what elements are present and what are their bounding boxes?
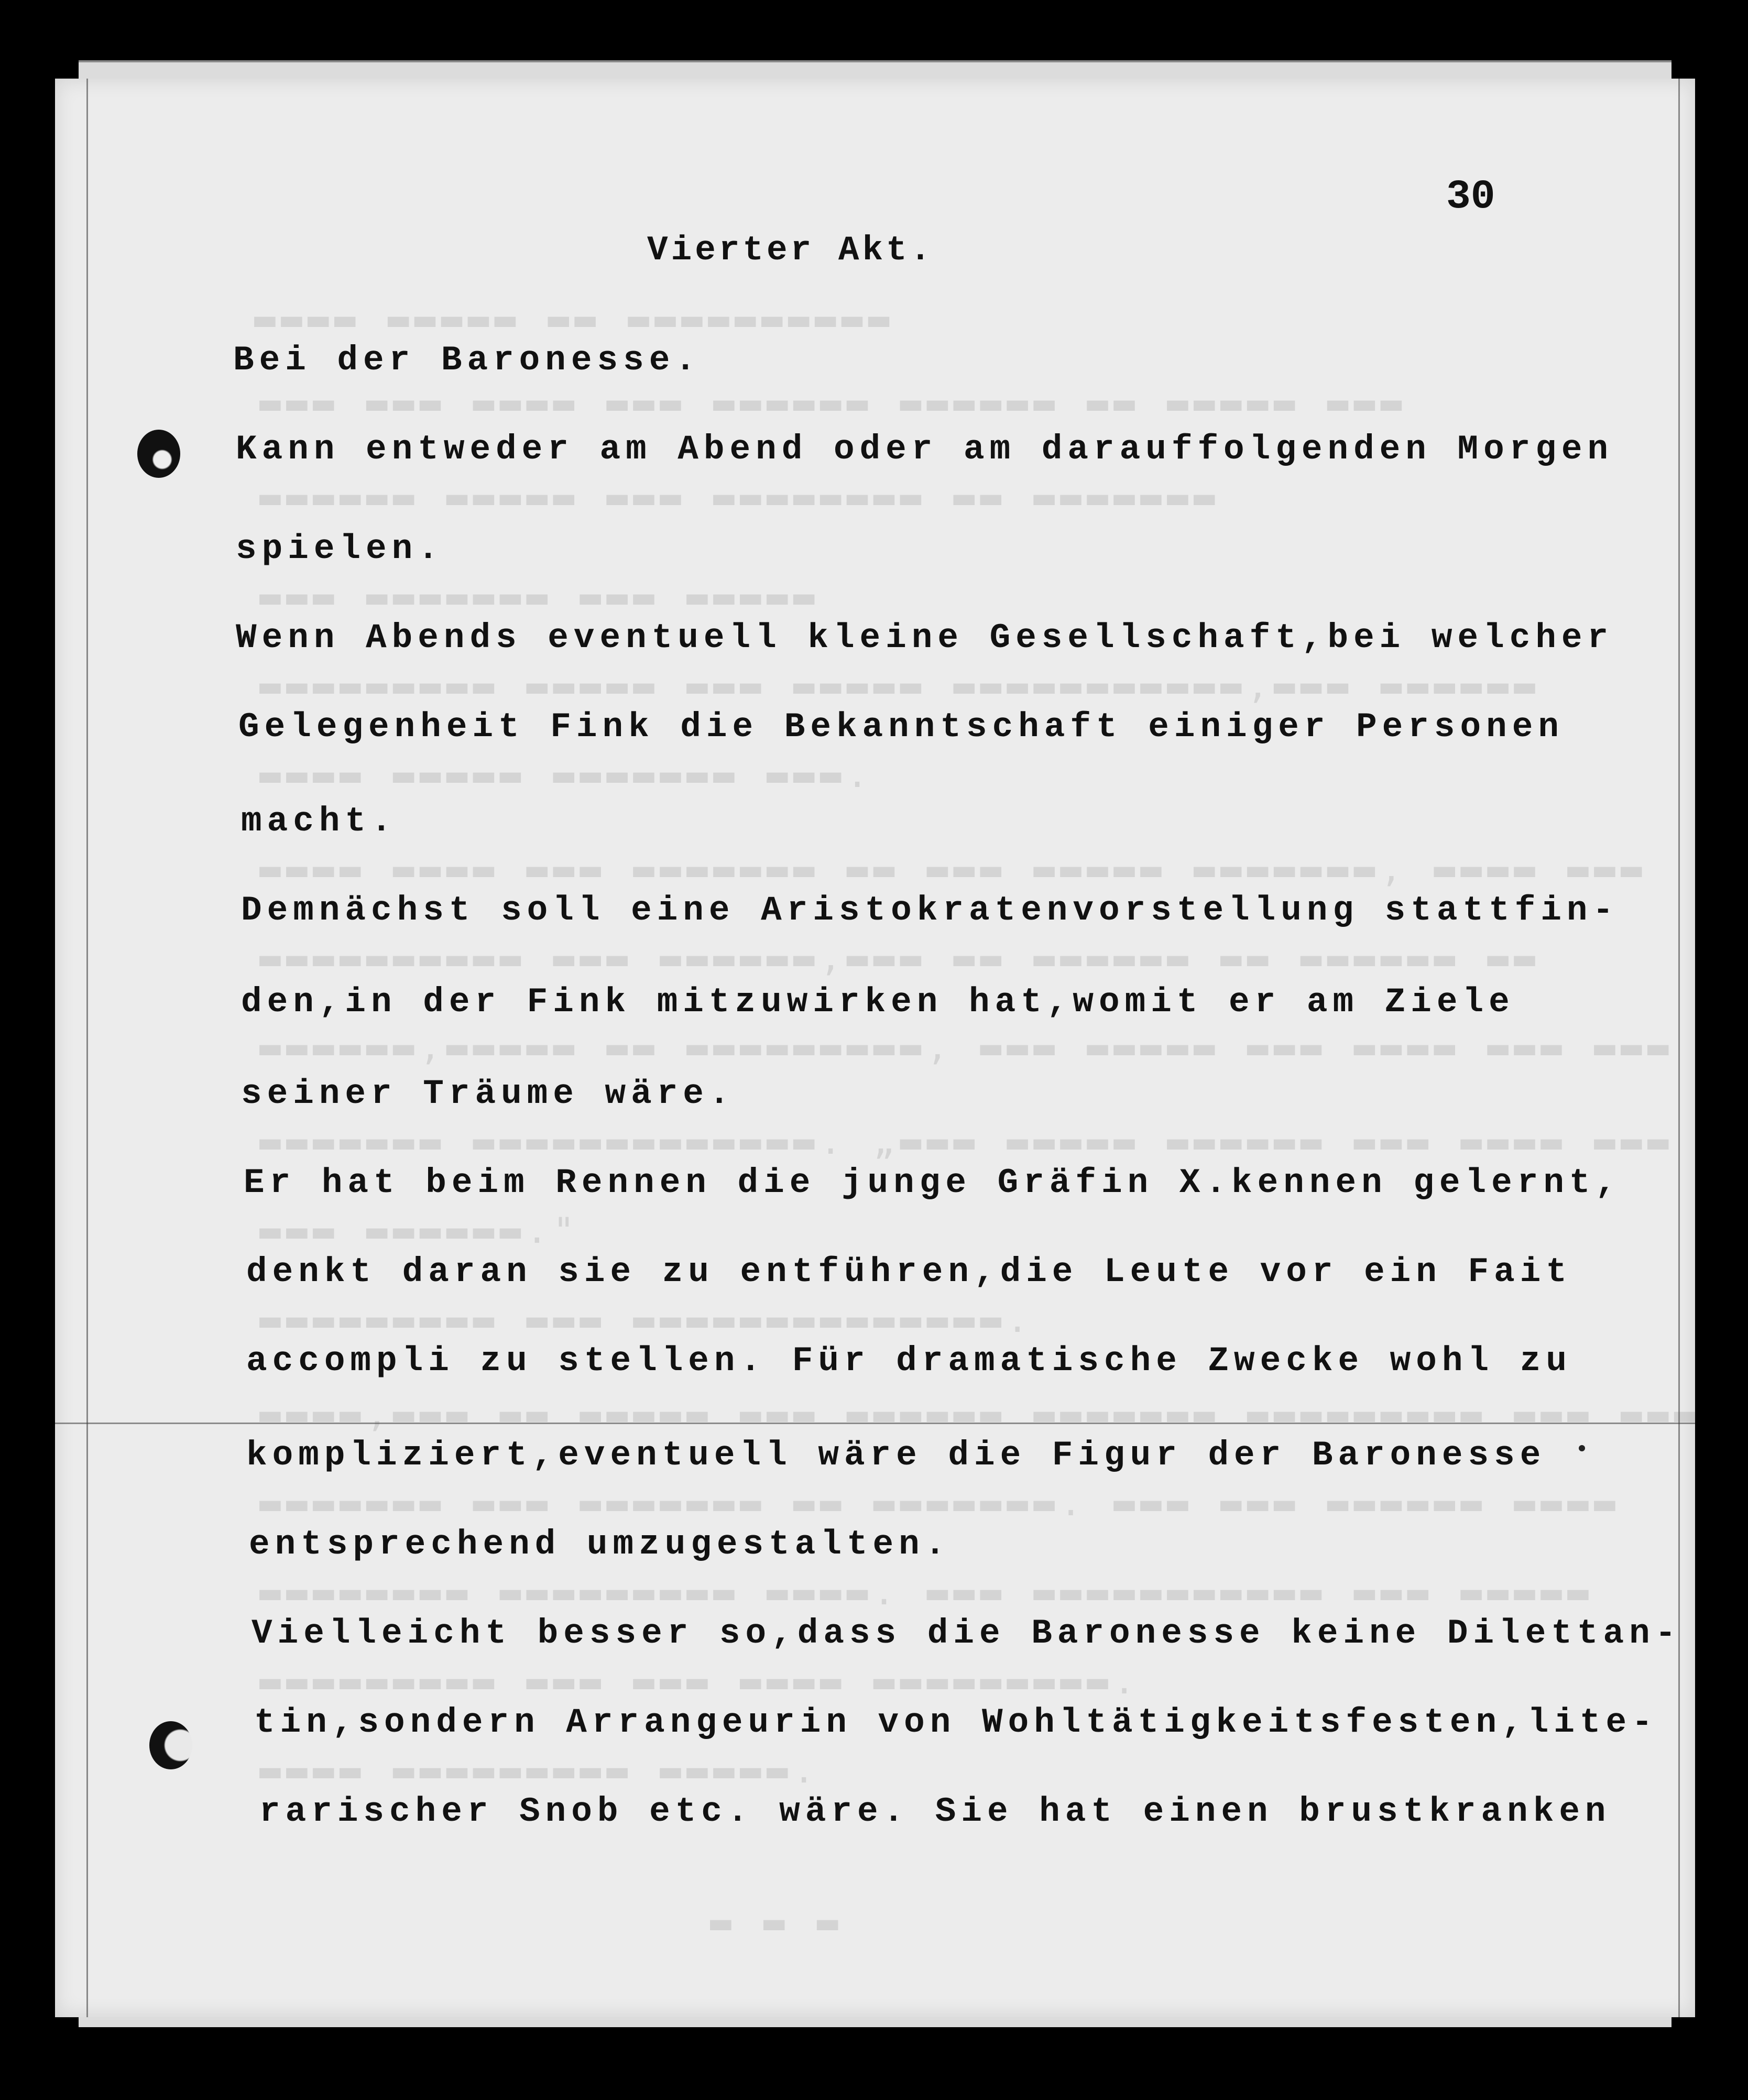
text-line: kompliziert,eventuell wäre die Figur der Baronesse — [246, 1436, 1546, 1475]
punch-hole-upper — [137, 430, 180, 478]
text-line: seiner Träume wäre. — [241, 1074, 735, 1113]
text-line: Kann entweder am Abend oder am darauffolgenden Morgen — [236, 430, 1614, 469]
text-line: macht. — [241, 802, 397, 841]
typewritten-page — [55, 79, 1701, 2017]
text-line: Wenn Abends eventuell kleine Gesellschaft,bei welcher — [236, 618, 1614, 658]
text-line: Gelegenheit Fink die Bekanntschaft einiger Personen — [238, 707, 1564, 747]
text-line: Demnächst soll eine Aristokratenvorstellung stattfin- — [241, 891, 1619, 930]
text-line: den,in der Fink mitzuwirken hat,womit er am Ziele — [241, 982, 1515, 1022]
text-line: accompli zu stellen. Für dramatische Zwecke wohl zu — [246, 1341, 1572, 1381]
punch-hole-lower — [149, 1721, 192, 1769]
text-line: rarischer Snob etc. wäre. Sie hat einen brustkranken — [259, 1792, 1611, 1831]
act-heading: Vierter Akt. — [647, 231, 934, 270]
text-line: denkt daran sie zu entführen,die Leute vor ein Fait — [246, 1252, 1572, 1292]
stray-mark — [1579, 1445, 1585, 1451]
show-through-texture: ▬▬▬▬ ▬▬▬▬▬ ▬▬ ▬▬▬▬▬▬▬▬▬▬ ▬▬▬ ▬▬▬ ▬▬▬▬ ▬▬▬ ▬▬▬▬▬▬ ▬▬▬▬▬▬ ▬▬ ▬▬▬▬▬ ▬▬▬ ▬▬▬▬▬▬ ▬▬▬▬▬ ▬▬▬ ▬▬▬▬▬▬▬▬ ▬▬ ▬▬▬▬▬▬▬ ▬▬▬ ▬▬▬▬▬▬▬ ▬▬▬ ▬▬▬▬▬ ▬▬▬▬▬▬▬▬▬ ▬▬▬▬▬ ▬▬▬ ▬▬▬▬▬ ▬▬▬▬▬▬▬▬▬▬▬,▬▬▬ ▬▬▬▬▬▬ ▬▬▬▬ ▬▬▬▬▬ ▬▬▬▬▬▬▬ ▬▬▬. ▬▬▬▬ ▬▬▬▬ ▬▬▬ ▬▬▬▬▬▬▬ ▬▬ ▬▬▬ ▬▬▬▬▬ ▬▬▬▬▬▬▬, ▬▬▬▬ ▬▬▬ ▬▬▬▬▬▬▬▬▬▬ ▬▬▬ ▬▬▬▬▬▬,▬▬▬ ▬▬ ▬▬▬▬▬▬ ▬▬ ▬▬▬▬▬▬ ▬▬ ▬▬▬▬▬▬,▬▬▬▬▬ ▬▬ ▬▬▬▬▬▬▬▬▬, ▬▬▬ ▬▬▬▬▬ ▬▬▬ ▬▬▬▬ ▬▬▬ ▬▬▬ ▬▬▬▬▬▬▬ ▬▬▬▬▬▬▬▬▬▬▬▬▬. „▬▬▬ ▬▬▬▬▬ ▬▬▬▬▬▬ ▬▬▬ ▬▬▬▬ ▬▬▬ ▬▬▬ ▬▬▬▬▬▬." ▬▬▬▬▬▬▬▬▬ ▬▬▬ ▬▬▬▬▬▬▬▬▬▬▬▬▬▬. ▬▬▬▬,▬▬▬ ▬▬ ▬▬▬▬▬ ▬▬▬ ▬▬▬▬▬▬ ▬▬▬▬▬▬▬ ▬▬▬▬▬▬▬▬▬ ▬▬▬ ▬▬▬ ▬▬▬▬▬▬▬ ▬▬▬ ▬▬▬▬▬▬▬ ▬▬ ▬▬▬▬▬▬▬. ▬▬▬ ▬▬▬ ▬▬▬▬▬▬ ▬▬▬▬ ▬▬▬▬▬▬▬▬ ▬▬▬▬▬▬▬▬▬ ▬▬▬▬. ▬▬▬ ▬▬▬▬▬▬▬▬▬▬▬ ▬▬▬ ▬▬▬▬▬ ▬▬▬▬▬▬▬▬▬ ▬▬▬ ▬▬▬ ▬▬▬▬ ▬▬▬▬▬▬▬▬▬. ▬▬▬▬ ▬▬▬▬▬▬▬▬▬ ▬▬▬▬▬. ▬ ▬ ▬ — [254, 299, 1701, 1943]
text-line: entsprechend umzugestalten. — [249, 1525, 951, 1564]
page-number: 30 — [1446, 174, 1495, 220]
text-line: Bei der Baronesse. — [233, 341, 701, 380]
text-line: tin,sondern Arrangeurin von Wohltätigkeitsfesten,lite- — [254, 1703, 1658, 1742]
text-line: Vielleicht besser so,dass die Baronesse keine Dilettan- — [252, 1614, 1681, 1653]
text-line: spielen. — [236, 529, 444, 568]
text-line: Er hat beim Rennen die junge Gräfin X.kennen gelernt, — [244, 1163, 1622, 1202]
